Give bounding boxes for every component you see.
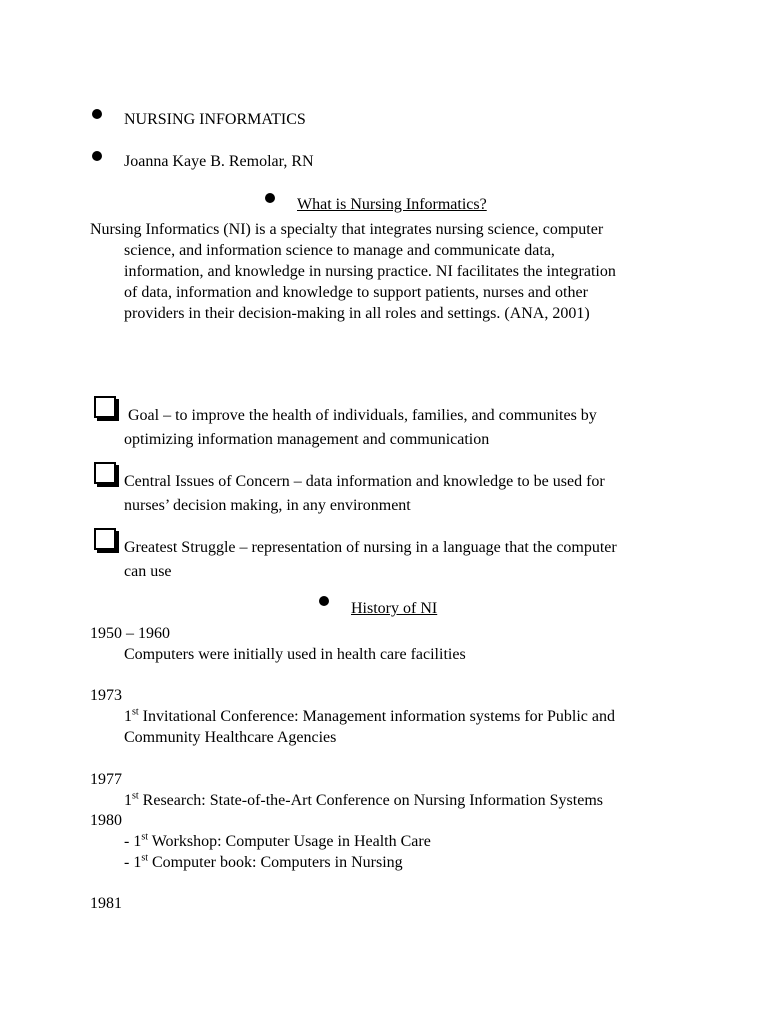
paragraph-line: information, and knowledge in nursing practice. NI facilitates the integration bbox=[124, 263, 616, 280]
timeline-event: 1st Invitational Conference: Management information systems for Public and bbox=[124, 706, 615, 725]
timeline-year: 1980 bbox=[90, 812, 122, 829]
timeline-year: 1977 bbox=[90, 771, 122, 788]
document-title: NURSING INFORMATICS bbox=[124, 111, 306, 128]
timeline-year: 1950 – 1960 bbox=[90, 625, 170, 642]
checkbox-icon bbox=[94, 462, 116, 484]
timeline-year: 1981 bbox=[90, 895, 122, 912]
section-heading-what-is-ni: What is Nursing Informatics? bbox=[297, 196, 487, 213]
checkbox-icon bbox=[94, 528, 116, 550]
paragraph-line: of data, information and knowledge to support patients, nurses and other bbox=[124, 284, 588, 301]
struggle-line-1: Greatest Struggle – representation of nursing in a language that the computer bbox=[124, 539, 617, 556]
concern-line-1: Central Issues of Concern – data information and knowledge to be used for bbox=[124, 473, 605, 490]
timeline-event: - 1st Workshop: Computer Usage in Health Care bbox=[124, 831, 431, 850]
paragraph-line: science, and information science to manage and communicate data, bbox=[124, 242, 555, 259]
struggle-line-2: can use bbox=[124, 563, 172, 580]
concern-line-2: nurses’ decision making, in any environment bbox=[124, 497, 411, 514]
timeline-event: 1st Research: State-of-the-Art Conference on Nursing Information Systems bbox=[124, 790, 603, 809]
document-author: Joanna Kaye B. Remolar, RN bbox=[124, 153, 314, 170]
bullet-icon bbox=[92, 151, 102, 161]
timeline-year: 1973 bbox=[90, 687, 122, 704]
paragraph-line: providers in their decision-making in all roles and settings. (ANA, 2001) bbox=[124, 305, 590, 322]
timeline-event: Computers were initially used in health care facilities bbox=[124, 646, 466, 663]
bullet-icon bbox=[319, 596, 329, 606]
bullet-icon bbox=[265, 193, 275, 203]
section-heading-history: History of NI bbox=[351, 600, 438, 617]
checkbox-icon bbox=[94, 396, 116, 418]
bullet-icon bbox=[92, 109, 102, 119]
goal-line-1: Goal – to improve the health of individuals, families, and communites by bbox=[128, 407, 597, 424]
timeline-event: Community Healthcare Agencies bbox=[124, 729, 337, 746]
timeline-event: - 1st Computer book: Computers in Nursing bbox=[124, 852, 403, 871]
paragraph-line: Nursing Informatics (NI) is a specialty that integrates nursing science, computer bbox=[90, 221, 604, 238]
goal-line-2: optimizing information management and communication bbox=[124, 431, 490, 448]
